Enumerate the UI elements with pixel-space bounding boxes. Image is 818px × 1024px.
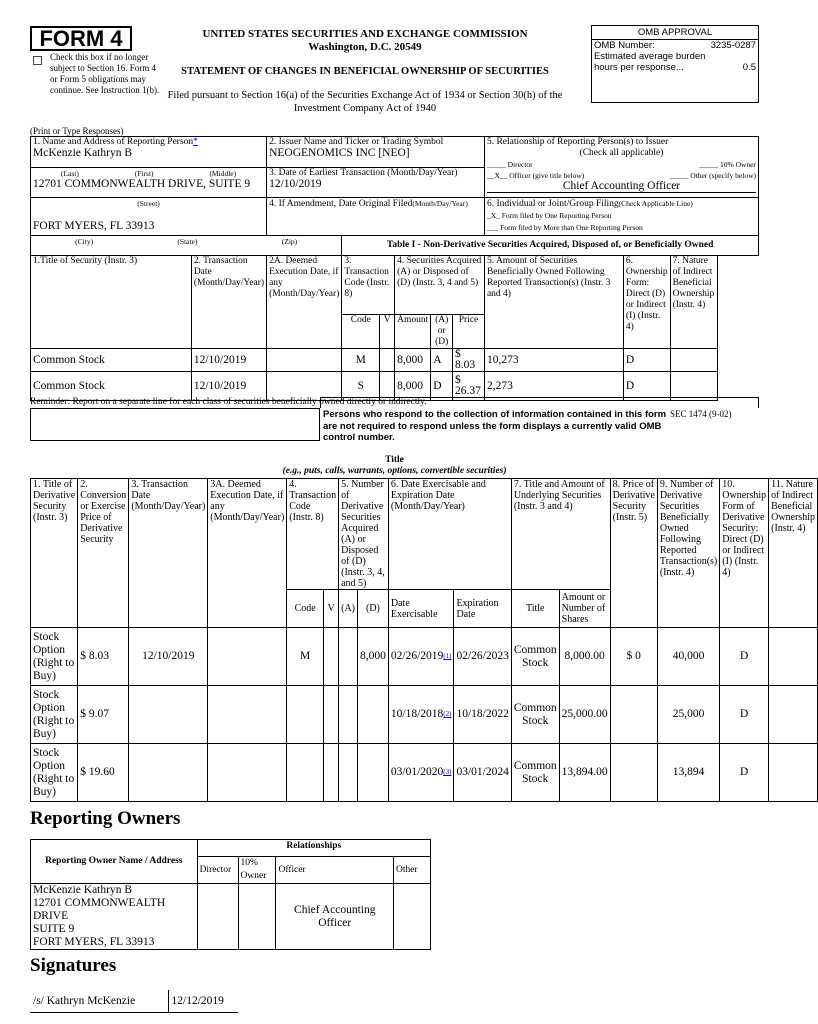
t2-row-form: D [720,686,769,744]
t2-row-exercisable: 10/18/2018 [390,708,444,720]
street-address: 12701 COMMONWEALTH DRIVE, SUITE 9 [33,178,251,190]
ten-pct-header: 10% Owner [238,857,276,884]
t1-row-date: 12/10/2019 [191,349,266,372]
signatures-table [30,990,238,1013]
t1-row-v [380,349,395,372]
t2-row-und-title: Common Stock [511,744,559,802]
owner-name-address [31,884,198,950]
issuer-label: 2. Issuer Name and Ticker or Trading Symbol [269,137,444,147]
name-star-link[interactable]: * [193,137,198,147]
t2-row-exercisable: 02/26/2019 [390,650,444,662]
city-state-zip: FORT MYERS, FL 33913 [33,220,155,232]
t2-row-date: 12/10/2019 [129,628,208,686]
t2-row-a [339,628,358,686]
t1-row-title: Common Stock [31,372,192,401]
omb-number-value: 3235-0287 [710,40,756,51]
owner-line4: FORT MYERS, FL 33913 [33,936,155,948]
t1-row-amount: 8,000 [395,372,431,401]
t2-row-nature [769,628,818,686]
reporting-owners-table [30,839,431,950]
omb-burden-label: Estimated average burden [594,51,706,62]
t1-header-securities: 4. Securities Acquired (A) or Disposed of (D) (Instr. 3, 4 and 5) [395,256,485,315]
no-longer-subject-checkbox[interactable] [33,56,42,65]
t2-row-und-amount: 25,000.00 [559,686,610,744]
reporting-person-name-cell [31,137,267,168]
t2-row-und-title: Common Stock [511,686,559,744]
issuer-cell [267,137,485,168]
t2-row-exercisable-cell [388,686,454,744]
t2-row-d [358,744,389,802]
relationships-header: Relationships [197,840,430,857]
more-person-option: ___ Form filed by More than One Reporting Person [486,223,643,232]
t2-row-conv: $ 9.07 [78,686,129,744]
t2-row-title: Stock Option (Right to Buy) [31,744,78,802]
officer-header: Officer [276,857,394,884]
table-row [31,349,759,372]
t2-header-underlying: 7. Title and Amount of Underlying Securities (Instr. 3 and 4) [511,479,610,590]
reporting-person-table [30,136,759,401]
t2-d: (D) [358,590,389,628]
t2-header-deemed: 3A. Deemed Execution Date, if any (Month/Day/Year) [208,479,287,628]
officer-title: Chief Accounting Officer [487,181,756,193]
t2-row-conv: $ 8.03 [78,628,129,686]
middle-label: (Middle) [209,169,237,178]
t1-row-form: D [623,349,670,372]
t2-row-d: 8,000 [358,628,389,686]
t1-code: Code [342,315,380,349]
state-label: (State) [177,237,198,246]
name-label: 1. Name and Address of Reporting Person [33,137,194,147]
amendment-sub: (Month/Day/Year) [412,199,468,208]
footnote-link[interactable]: (3) [443,768,452,776]
persons-box [320,397,759,408]
city-label: (City) [75,237,94,246]
table1-title: Table I - Non-Derivative Securities Acquired, Disposed of, or Beneficially Owned [342,236,759,256]
t1-row-owned: 2,273 [484,372,623,401]
t1-row-price: $ 26.37 [453,372,485,401]
first-label: (First) [134,169,154,178]
owner-officer: Chief Accounting Officer [276,884,394,950]
t2-row-expiration: 10/18/2022 [454,686,511,744]
t1-header-owned: 5. Amount of Securities Beneficially Owned Following Reported Transaction(s) (Instr. 3 and 4) [484,256,623,349]
relationship-label: 5. Relationship of Reporting Person(s) to Issuer [486,137,669,147]
print-note: (Print or Type Responses) [30,126,124,136]
t2-row-owned: 40,000 [657,628,719,686]
t2-row-exercisable-cell [388,628,454,686]
amendment-label: 4. If Amendment, Date Original Filed [269,199,413,209]
t1-header-form: 6. Ownership Form: Direct (D) or Indirect (I) (Instr. 4) [623,256,670,349]
t2-row-date [129,744,208,802]
t2-row-v [324,686,339,744]
reporting-person-name: McKenzie Kathryn B [33,147,132,159]
ten-pct-option: _____ 10% Owner [699,160,756,169]
checkbox-label: Check this box if no longer subject to Section 16. Form 4 or Form 5 obligations may continue. See Instruction 1(b). [50,52,160,95]
t2-title: Title [511,590,559,628]
t2-row-exercisable: 03/01/2020 [390,766,444,778]
last-label: (Last) [60,169,79,178]
t1-header-code: 3. Transaction Code (Instr. 8) [342,256,395,315]
t1-row-nature [670,349,717,372]
t2-header-nature: 11. Nature of Indirect Beneficial Ownership (Instr. 4) [769,479,818,628]
zip-label: (Zip) [281,237,298,246]
t1-row-aord: A [431,349,453,372]
owner-line2: 12701 COMMONWEALTH DRIVE [33,897,166,922]
sec-title-line1: UNITED STATES SECURITIES AND EXCHANGE COMMISSION [202,28,528,40]
signature-date: 12/12/2019 [168,990,238,1013]
t1-aord: (A) or (D) [431,315,453,349]
other-option: _____ Other (specify below) [669,171,756,180]
t1-row-code: M [342,349,380,372]
t1-header-nature: 7. Nature of Indirect Beneficial Ownership (Instr. 4) [670,256,717,349]
t2-row-code [287,686,324,744]
t2-header-conv: 2. Conversion or Exercise Price of Derivative Security [78,479,129,628]
reminder-text: Reminder: Report on a separate line for each class of securities beneficially owned directly or indirectly. [30,397,427,407]
t2-header-date: 3. Transaction Date (Month/Day/Year) [129,479,208,628]
t2-row-und-amount: 13,894.00 [559,744,610,802]
t2-v: V [324,590,339,628]
t2-row-price: $ 0 [610,628,657,686]
issuer-name: NEOGENOMICS INC [NEO] [269,147,410,159]
t2-row-a [339,744,358,802]
t1-amount: Amount [395,315,431,349]
t2-row-und-amount: 8,000.00 [559,628,610,686]
signer-name: /s/ Kathryn McKenzie [30,990,168,1013]
t2-row-price [610,744,657,802]
t2-row-expiration: 02/26/2023 [454,628,511,686]
t2-row-date [129,686,208,744]
earliest-date: 12/10/2019 [269,178,322,190]
individual-filing-cell [484,198,758,236]
director-option: _____ Director [486,160,533,169]
omb-title: OMB APPROVAL [592,26,758,40]
relationship-sub: (Check all applicable) [579,148,664,158]
sec-title [160,28,570,54]
t2-row-owned: 25,000 [657,686,719,744]
t2-row-deemed [208,686,287,744]
relationship-cell [484,137,758,198]
t2-date-exercisable: Date Exercisable [388,590,454,628]
table2-subtitle: (e.g., puts, calls, warrants, options, convertible securities) [282,466,507,476]
name-street-cell [31,168,267,198]
other-header: Other [394,857,431,884]
t2-row-nature [769,744,818,802]
table-row [31,628,818,686]
t1-row-date: 12/10/2019 [191,372,266,401]
derivative-table [30,478,818,802]
statement-title: STATEMENT OF CHANGES IN BENEFICIAL OWNERSHIP OF SECURITIES [181,66,549,77]
amendment-cell [267,198,485,236]
t2-row-a [339,686,358,744]
table2-title-block [30,455,759,477]
owner-line1: McKenzie Kathryn B [33,884,132,896]
t2-header-number: 5. Number of Derivative Securities Acquired (A) or Disposed of (D) (Instr. 3, 4, and 5) [339,479,389,590]
t2-row-v [324,628,339,686]
t1-row-title: Common Stock [31,349,192,372]
t2-header-owned: 9. Number of Derivative Securities Beneficially Owned Following Reported Transaction(s) (Instr. 4) [657,479,719,628]
sec-1474: SEC 1474 (9-02) [670,409,732,419]
table-row [31,884,431,950]
t2-code: Code [287,590,324,628]
table-row [31,744,818,802]
t1-row-owned: 10,273 [484,349,623,372]
t1-row-deemed [267,349,342,372]
t2-header-price: 8. Price of Derivative Security (Instr. 5) [610,479,657,628]
owner-name-header: Reporting Owner Name / Address [31,840,198,884]
individual-label: 6. Individual or Joint/Group Filing [486,199,619,209]
omb-hours-value: 0.5 [742,62,756,73]
t2-row-und-title: Common Stock [511,628,559,686]
t2-row-price [610,686,657,744]
t2-row-code [287,744,324,802]
officer-option: __X__ Officer (give title below) [486,171,585,180]
director-header: Director [197,857,238,884]
city-state-zip-labels [31,236,342,256]
t2-row-exercisable-cell [388,744,454,802]
earliest-date-cell [267,168,485,198]
t2-header-code: 4. Transaction Code (Instr. 8) [287,479,339,590]
t2-row-title: Stock Option (Right to Buy) [31,686,78,744]
t2-amount-shares: Amount or Number of Shares [559,590,610,628]
t2-header-title: 1. Title of Derivative Security (Instr. 3) [31,479,78,628]
form-title: FORM 4 [30,26,132,51]
t2-row-v [324,744,339,802]
omb-number-label: OMB Number: [594,40,655,51]
t2-row-form: D [720,628,769,686]
t2-row-deemed [208,744,287,802]
owner-ten-pct [238,884,276,950]
t2-row-form: D [720,744,769,802]
reminder-box [30,408,320,441]
t1-header-date: 2. Transaction Date (Month/Day/Year) [191,256,266,349]
t2-row-conv: $ 19.60 [78,744,129,802]
omb-approval-box [591,25,759,103]
sec-title-line2: Washington, D.C. 20549 [308,41,422,53]
t2-expiration: Expiration Date [454,590,511,628]
footnote-link[interactable]: (1) [443,652,452,660]
t1-row-form: D [623,372,670,401]
t2-header-form: 10. Ownership Form of Derivative Security: Direct (D) or Indirect (I) (Instr. 4) [720,479,769,628]
owner-director [197,884,238,950]
t2-row-title: Stock Option (Right to Buy) [31,628,78,686]
filed-pursuant: Filed pursuant to Section 16(a) of the Securities Exchange Act of 1934 or Section 30(h) of the Investment Company Act of 1940 [167,90,563,114]
street-label: (Street) [137,199,160,208]
t1-row-code: S [342,372,380,401]
owner-other [394,884,431,950]
t1-price: Price [453,315,485,349]
t2-row-code: M [287,628,324,686]
t2-row-expiration: 03/01/2024 [454,744,511,802]
t1-v: V [380,315,395,349]
t1-row-amount: 8,000 [395,349,431,372]
earliest-date-label: 3. Date of Earliest Transaction (Month/Day/Year) [269,168,458,178]
t1-header-deemed: 2A. Deemed Execution Date, if any (Month/Day/Year) [267,256,342,349]
omb-hours-label: hours per response... [594,62,684,73]
footnote-link[interactable]: (2) [443,710,452,718]
t2-row-nature [769,686,818,744]
t2-a: (A) [339,590,358,628]
reporting-owners-heading: Reporting Owners [30,808,181,829]
t2-row-d [358,686,389,744]
city-cell [31,198,267,236]
owner-line3: SUITE 9 [33,923,75,935]
signatures-heading: Signatures [30,955,117,976]
t1-header-title: 1.Title of Security (Instr. 3) [31,256,192,349]
t2-row-owned: 13,894 [657,744,719,802]
individual-sub: (Check Applicable Line) [618,199,693,208]
one-person-option: _X_ Form filed by One Reporting Person [486,211,612,220]
t1-row-aord: D [431,372,453,401]
t1-row-price: $ 8.03 [453,349,485,372]
t2-header-exercisable: 6. Date Exercisable and Expiration Date (Month/Day/Year) [388,479,511,590]
table2-title: Title [385,455,404,465]
persons-notice: Persons who respond to the collection of information contained in this form are not required to respond unless the form displays a currently valid OMB control number. [323,409,667,443]
table-row [31,686,818,744]
t2-row-deemed [208,628,287,686]
